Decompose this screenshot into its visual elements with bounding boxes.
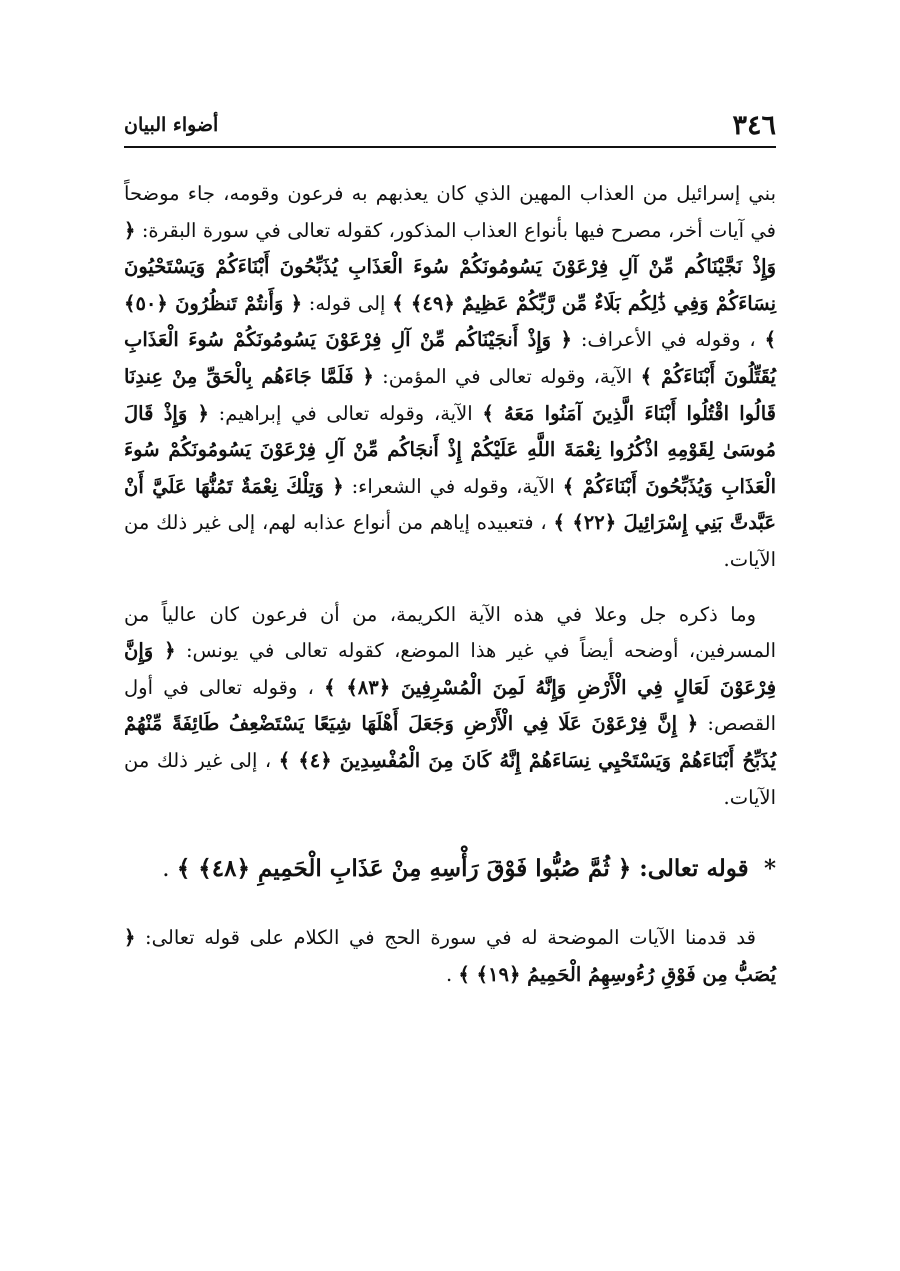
quran-verse: ﴿ وَأَنتُمْ تَنظُرُونَ ﴿٥٠﴾ ﴾ — [124, 291, 776, 352]
quran-verse: ﴿ وَإِنَّ فِرْعَوْنَ لَعَالٍ فِي الْأَرْضِ وَإِنَّهُ لَمِنَ الْمُسْرِفِينَ ﴿٨٣﴾ ﴾ — [124, 639, 777, 699]
text-segment: . — [445, 962, 453, 986]
text-segment: قد قدمنا الآيات الموضحة له في سورة الحج في الكلام على قوله تعالى: — [135, 926, 756, 950]
paragraph-2 — [124, 597, 776, 817]
quran-verse: ﴿ وَإِذْ نَجَّيْنَاكُم مِّنْ آلِ فِرْعَوْنَ يَسُومُونَكُمْ سُوءَ الْعَذَابِ يُذَبِّحُونَ أَبْنَاءَكُمْ وَيَسْتَحْيُونَ نِسَاءَكُمْ وَفِي ذَٰلِكُم بَلَاءٌ مِّن رَّبِّكُمْ عَظِيمٌ ﴿٤٩﴾ ﴾ — [124, 218, 777, 315]
quran-verse: ﴿ وَإِذْ أَنجَيْنَاكُم مِّنْ آلِ فِرْعَوْنَ يَسُومُونَكُمْ سُوءَ الْعَذَابِ يُقَتِّلُونَ أَبْنَاءَكُمْ ﴾ — [124, 328, 776, 388]
topic-verse: ﴿ ثُمَّ صُبُّوا فَوْقَ رَأْسِهِ مِنْ عَذَابِ الْحَمِيمِ ﴿٤٨﴾ ﴾ — [176, 855, 632, 883]
text-segment: وما ذكره جل وعلا في هذه الآية الكريمة، من أن فرعون كان عالياً من المسرفين، أوضحه أيضاً في غير هذا الموضع، كقوله تعالى في يونس: — [124, 602, 776, 663]
text-segment: ، وقوله في الأعراف: — [571, 328, 756, 352]
paragraph-3 — [124, 920, 776, 993]
text-segment: الآية، وقوله تعالى في المؤمن: — [373, 364, 633, 388]
header-divider — [124, 146, 776, 148]
text-segment: بني إسرائيل من العذاب المهين الذي كان يعذبهم به فرعون وقومه، جاء موضحاً في آيات أخر، مصرح فيها بأنواع العذاب المذكور، كقوله تعالى في سورة البقرة: — [124, 182, 776, 242]
text-segment: إلى قوله: — [302, 291, 386, 315]
text-segment: ، وقوله تعالى في أول القصص: — [124, 675, 776, 736]
topic-heading — [124, 846, 776, 892]
quran-verse: ﴿ يُصَبُّ مِن فَوْقِ رُءُوسِهِمُ الْحَمِيمُ ﴿١٩﴾ ﴾ — [124, 926, 776, 986]
star-marker: * — [763, 855, 776, 883]
text-segment: ، فتعبيده إياهم من أنواع عذابه لهم، إلى غير ذلك من الآيات. — [124, 511, 776, 571]
quran-verse: ﴿ وَإِذْ قَالَ مُوسَىٰ لِقَوْمِهِ اذْكُرُوا نِعْمَةَ اللَّهِ عَلَيْكُمْ إِذْ أَنجَاكُم مِّنْ آلِ فِرْعَوْنَ يَسُومُونَكُمْ سُوءَ الْعَذَابِ وَيُذَبِّحُونَ أَبْنَاءَكُمْ ﴾ — [124, 401, 776, 498]
topic-tail: . — [162, 856, 170, 883]
topic-lead: قوله تعالى: — [631, 855, 749, 883]
text-segment: ، إلى غير ذلك من الآيات. — [124, 748, 776, 809]
book-page — [124, 96, 776, 993]
quran-verse: ﴿ إِنَّ فِرْعَوْنَ عَلَا فِي الْأَرْضِ وَجَعَلَ أَهْلَهَا شِيَعًا يَسْتَضْعِفُ طَائِفَةً مِّنْهُمْ يُذَبِّحُ أَبْنَاءَهُمْ وَيَسْتَحْيِي نِسَاءَهُمْ إِنَّهُ كَانَ مِنَ الْمُفْسِدِينَ ﴿٤﴾ ﴾ — [124, 712, 777, 772]
running-header — [124, 96, 776, 144]
text-segment: الآية، وقوله تعالى في إبراهيم: — [208, 401, 473, 425]
page-number: ٣٤٦ — [732, 110, 776, 141]
quran-verse: ﴿ فَلَمَّا جَاءَهُم بِالْحَقِّ مِنْ عِندِنَا قَالُوا اقْتُلُوا أَبْنَاءَ الَّذِينَ آمَنُوا مَعَهُ ﴾ — [124, 364, 776, 425]
book-title: أضواء البيان — [124, 114, 219, 136]
quran-verse: ﴿ وَتِلْكَ نِعْمَةٌ تَمُنُّهَا عَلَيَّ أَنْ عَبَّدتَّ بَنِي إِسْرَائِيلَ ﴿٢٢﴾ ﴾ — [124, 474, 777, 535]
paragraph-1 — [124, 176, 776, 579]
text-segment: الآية، وقوله في الشعراء: — [343, 474, 555, 498]
